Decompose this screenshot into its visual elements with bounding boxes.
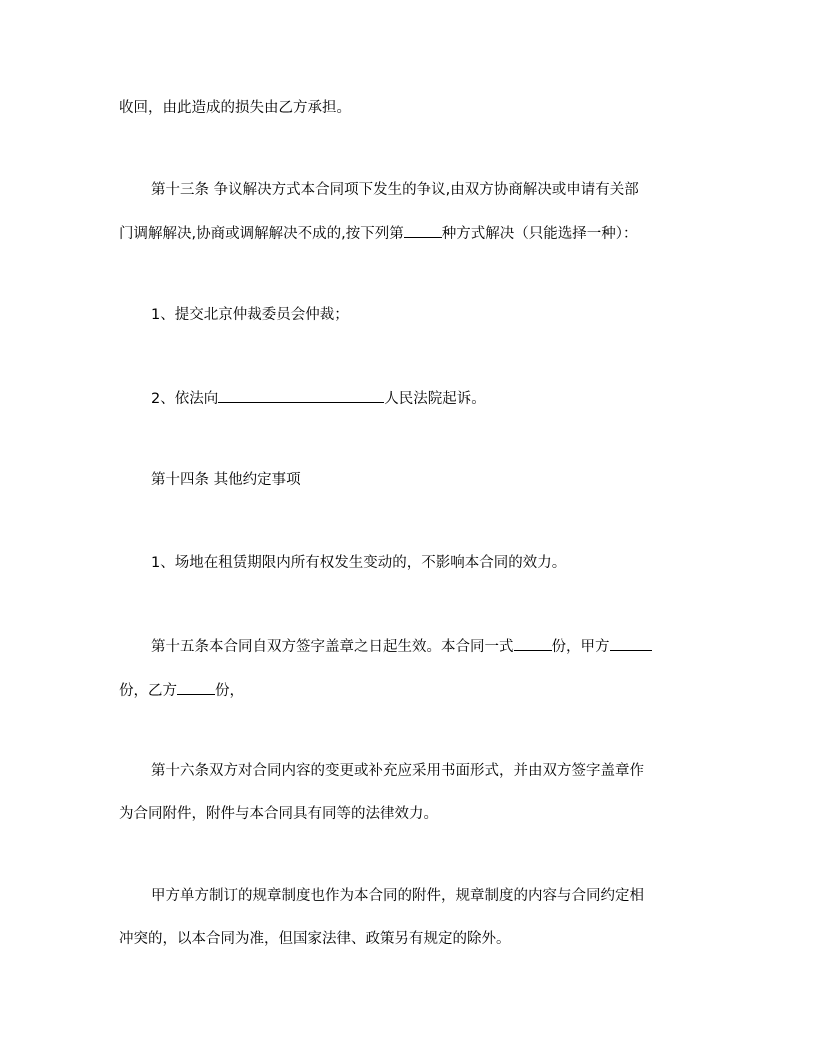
paragraph-line-1: 收回，由此造成的损失由乙方承担。	[119, 100, 351, 116]
article-13-text-b: 种方式解决（只能选择一种）：	[441, 226, 638, 242]
item-2-text-a: 2、依法向	[151, 391, 219, 407]
article-13-item-1: 1、提交北京仲裁委员会仲裁；	[151, 307, 349, 323]
article-13-text-a: 门调解解决,协商或调解解决不成的,按下列第	[119, 226, 404, 242]
article-14-title: 第十四条 其他约定事项	[151, 472, 301, 488]
blank-choice	[404, 223, 442, 238]
article-15-line-2	[119, 680, 244, 701]
blank-party-a	[610, 636, 652, 651]
article-16-line-1: 第十六条双方对合同内容的变更或补充应采用书面形式，并由双方签字盖章作	[151, 763, 644, 779]
article-14-item-1: 1、场地在租赁期限内所有权发生变动的，不影响本合同的效力。	[151, 555, 567, 571]
rules-line-2: 冲突的，以本合同为准，但国家法律、政策另有规定的除外。	[119, 931, 511, 947]
article-15-text-d: 份，	[215, 683, 244, 699]
article-13-item-2	[151, 388, 486, 409]
blank-court	[218, 388, 384, 403]
item-2-text-b: 人民法院起诉。	[384, 391, 486, 407]
blank-party-b	[177, 680, 215, 695]
article-13-line-2	[119, 223, 637, 244]
article-16-line-2: 为合同附件，附件与本合同具有同等的法律效力。	[119, 806, 438, 822]
article-15-text-a: 第十五条本合同自双方签字盖章之日起生效。本合同一式	[151, 639, 514, 655]
article-15-text-c: 份，乙方	[119, 683, 177, 699]
article-13-line-1: 第十三条 争议解决方式本合同项下发生的争议,由双方协商解决或申请有关部	[151, 182, 639, 198]
article-15-line-1	[151, 636, 652, 657]
rules-line-1: 甲方单方制订的规章制度也作为本合同的附件，规章制度的内容与合同约定相	[151, 888, 644, 904]
article-15-text-b: 份，甲方	[551, 639, 610, 655]
blank-copies	[514, 636, 552, 651]
